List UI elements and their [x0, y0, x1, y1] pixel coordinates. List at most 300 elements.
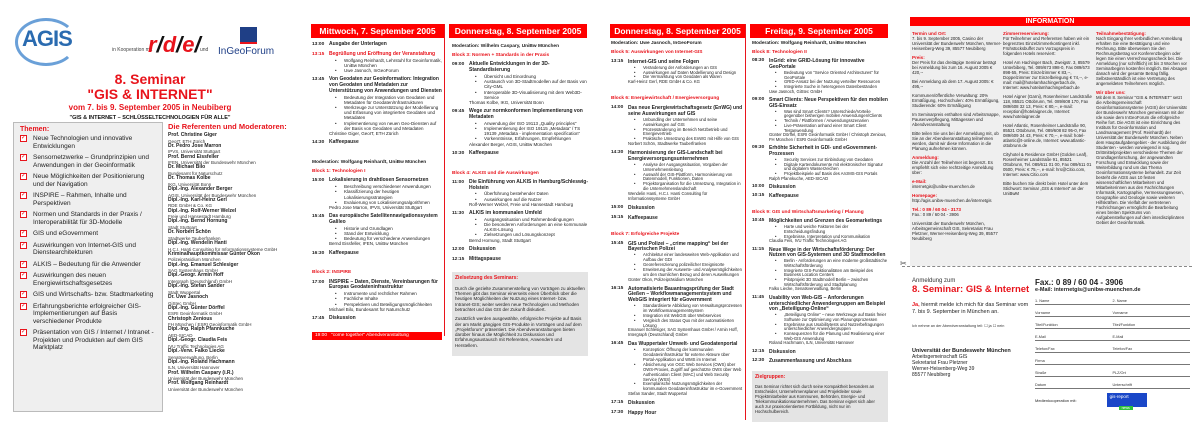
form-field-1[interactable]: E-Mail: [1035, 335, 1046, 339]
event-bullet: • Wolfgang Reinhardt, Lehrstuhl für Geoinformatik, UniBw München: [335, 58, 442, 68]
info-section-heading: Zimmerreservierung:: [1003, 31, 1049, 36]
info-section-text: Universität der Bundeswehr München, Arbeitsgemeinschaft GIS, Sekretariat Frau Pletzner, Werner-Heisenberg-Weg 39, 85577 Neubiberg: [912, 221, 998, 241]
event-title: Kaffeepause: [329, 249, 359, 256]
event-time: 16:15: [611, 285, 624, 291]
form-field-2[interactable]: PLZ/Ort: [1112, 371, 1126, 375]
form-field-1[interactable]: Datum: [1035, 383, 1047, 387]
title-panel: [0, 0, 300, 424]
event-speaker: Uwe Jasnoch, GiStec GmbH: [769, 88, 823, 94]
event-title: ALKIS im kommunalen Umfeld: [469, 210, 542, 217]
event-time: 10:15: [752, 193, 765, 199]
schedule-event: [752, 296, 888, 346]
info-section-text: Nach Eingang Ihrer verbindlichen Anmeldung erhalten Sie eine Bestätigung und eine Rechnung. Bitte überweisen Sie den Rechnungsbetrag vor Konferenzbeginn oder legen Sie einen Verrechnungsscheck bei. Die Anmeldung (nur schriftlich) ist bis 3 Wochen vor Seminarbeginn kostenfrei möglich. Bei Absagen danach wird der gesamte Betrag fällig. Selbstverständlich ist eine Vertretung des angemeldeten Teilnehmers möglich.: [1096, 36, 1188, 86]
event-bullets: [769, 71, 888, 90]
schedule-event: [611, 206, 743, 212]
info-section-text: Hotel Am Hachinger Bach, Zweigstr. 3, 85579 Unterbiberg, Tel. 089/673 898-0, Fax 089/673 898-55, Preis: Einzelzimmer € 83,--, Doppelzimmer zur Einzelbelegung € 74,--, e-mail: mail@hotelamhachingerbach.de, Internet: www.hotelamhachingerbach.de: [1003, 60, 1090, 90]
form-field-1[interactable]: Titel/Funktion: [1035, 323, 1058, 327]
event-body: [628, 106, 743, 147]
event-title: Aktuelle Entwicklungen in der 3D-Standardisierung: [469, 61, 550, 74]
event-bullet: • Digitale Kartendokumente mit elektronischer Signatur und digitalem Wasserzeichen: [775, 163, 888, 172]
event-speaker: Karl-Heinz Gerl, RDE GmbH & Co. KG: [628, 79, 700, 85]
checkbox-checked-icon: ✓: [21, 302, 27, 309]
referent-name: Dr. Pedro Jose Marron: [168, 142, 222, 149]
form-field-row: [1035, 353, 1190, 365]
event-time: 15:45: [312, 214, 325, 220]
schedule-event: [452, 247, 588, 253]
referent-name: Dipl.-Ing. Emanuel Schlesiger: [168, 261, 239, 268]
event-speaker: Claudia Feis, IVU Traffic Technologies AG: [769, 238, 847, 244]
referent-name: Dr. Uwe Jasnoch: [168, 293, 209, 300]
schedule-event: [452, 109, 588, 147]
info-section-text: Hotel Aigner (Garni), Rosenheimer Landstraße 118, 85521 Ottobrunn, Tel. 089/608 170, Fax 089/608 32 13, Preis: € 80,--, e-mail: reception@hotelaigner.de, Internet: www.hotelaigner.de: [1003, 94, 1092, 119]
event-body: [769, 59, 888, 94]
event-speaker: Stefan Sander, Stadt Wuppertal: [628, 391, 687, 397]
event-bullet: • Die besonderen Anforderungen an eine kommunale ALKIS-Lösung: [475, 222, 588, 232]
form-field-2[interactable]: Unterschrift: [1112, 383, 1132, 387]
referent-name: Kriminalhauptkommissar Günter Okon: [168, 250, 260, 257]
event-bullets: [769, 158, 888, 177]
event-time: 11:15: [752, 246, 765, 252]
schedule-event: [312, 140, 442, 146]
day2-heading: Donnerstag, 8. September 2005: [449, 24, 587, 38]
schedule-event: [752, 185, 888, 191]
referent-name: Prof. Wolfgang Reinhardt: [168, 380, 229, 387]
form-field-row: [1035, 365, 1190, 377]
event-body: [628, 287, 743, 339]
event-bullets: [769, 259, 888, 287]
event-body: [329, 316, 442, 322]
themen-item: [20, 261, 156, 269]
checkbox-checked-icon: ✓: [21, 272, 27, 278]
event-time: 13:45: [312, 77, 325, 83]
event-bullet: • Live-Präsentation anhand einer Smart Client Testanwendung: [775, 124, 888, 133]
event-title: Wege zur normkonformen Implementierung von Metadaten: [469, 108, 583, 121]
event-bullet: • Pilotprojekt 3D Stadtmodell Berlin – zwischen Wirtschaftsförderung und Stadtplanung: [775, 278, 888, 287]
block-8-heading: Block 8: Technologien II: [752, 49, 807, 55]
referent-org: Bundesamt für Naturschutz: [168, 170, 223, 176]
info-column-3: [1096, 27, 1188, 229]
form-field-1[interactable]: 1. Name: [1035, 299, 1050, 303]
kooperation-text: in Kooperation mit: [112, 47, 153, 53]
event-bullets: [628, 163, 743, 192]
form-field-1[interactable]: Straße: [1035, 371, 1047, 375]
event-bullet: • Ausgangssituation und Rahmenbedingungen: [475, 217, 588, 222]
event-time: 14:30: [312, 140, 325, 146]
referent-name: Dipl.-Ing. Karl-Heinz Gerl: [168, 196, 227, 203]
info-section-text: Bitte teilen Sie uns bei der Anmeldung mit, ob Sie an der Abendveranstaltung teilnehmen werden, damit wir diese Information in die Planung aufnehmen können.: [912, 131, 999, 151]
schedule-event: [611, 411, 743, 417]
event-time: 11:45: [752, 294, 765, 300]
themen-item: [20, 272, 156, 287]
schedule-event: [452, 211, 588, 243]
form-field-2[interactable]: Titel/Funktion: [1112, 323, 1136, 327]
event-bullet: • Prozessänderung im Bereich Netzbetrieb und Energievertrieb: [634, 128, 743, 138]
event-bullet: • Architektur einer landesweiten Web-Applikation und Aufbau der GDI: [634, 253, 743, 263]
event-title: Kaffeepause: [469, 149, 499, 156]
event-body: [469, 109, 588, 147]
information-heading: INFORMATION: [910, 17, 1190, 26]
zielsetzung-box: [452, 272, 588, 356]
day1-moderation: Moderation: Wolfgang Reinhardt, UniBw München: [312, 160, 427, 166]
referent-name: Dipl.-Ing. Bernd Hornung: [168, 218, 228, 225]
event-bullet: • Auswirkungen auf Daten Modellierung und Design: [634, 71, 743, 76]
info-section-heading: Teilnahmebestätigung:: [1096, 31, 1146, 36]
event-body: [469, 180, 588, 207]
email-address[interactable]: e-Mail: internetgis@unibw-muenchen.de: [1035, 287, 1141, 293]
referent-name: Dipl.-Ing. Roland Hachmann: [168, 358, 235, 365]
themen-box: [13, 122, 163, 412]
event-bullet: • Konsequenzen für die Planung und Realisierung einer Web-GIS Anwendung: [775, 332, 888, 341]
info-section-text: Bitte buchen Sie direkt beim Hotel unter dem Stichwort: Seminar „GIS & Internet“ an der UniBwM: [1003, 181, 1089, 196]
event-bullet: • Unbundling der Unternehmen und seine Auswirkungen auf GIS: [634, 118, 743, 128]
schedule-event: [752, 59, 888, 94]
event-bullet: • Klassifizierung der heutigen Lokalisierungsstrategien: [335, 189, 442, 199]
day2b-moderation: Moderation: Uwe Jasnoch, InGeoForum: [611, 41, 702, 46]
event-bullet: • Was sind Smart Clients? Unterschiede/Vorteile gegenüber bisherigen mobilen Anwendungen/Clients: [775, 110, 888, 119]
event-bullet: • Konzeption: Öffnung der kommunalen Geodateninfrastruktur für externe Akteure über Portal-Applikation und WMS im Internet: [634, 348, 743, 363]
event-title: Neue Wege in der Wirtschaftsförderung: Der Nutzen von GIS-Systemen und 3D Stadtmodellen: [769, 246, 886, 259]
event-speaker: Thomas Kolbe, IKG, Universität Bonn: [469, 100, 544, 106]
referent-org: Universität der Bundeswehr München: [168, 376, 244, 382]
event-time: 15:00: [611, 205, 624, 211]
form-field-row: [1035, 293, 1190, 305]
schedule-event: [312, 178, 442, 210]
event-bullet: • Implementierung von neuen Geo-Diensten auf der Basis von Geodaten und Metadaten: [335, 121, 442, 131]
themen-item-label: Auswirkungen des neuen Energiewirtschaftsgesetzes: [33, 272, 113, 287]
ingeoforum-icon: [240, 27, 257, 44]
day1-schedule: [312, 42, 442, 340]
form-field-1[interactable]: Firma: [1035, 359, 1045, 363]
info-section-heading: Preis:: [912, 55, 925, 60]
form-field-row: [1035, 341, 1190, 353]
event-bullet: • Ergebnisse aus Usabilitytests und Nutzerbefragungen unterschiedlicher Anwendergruppen: [775, 323, 888, 332]
checkbox-checked-icon: ✓: [21, 173, 27, 179]
event-bullet: • Implementierung der ISO 19115 „Metadata“ / TS 19139 „Metadata - implementation specification“: [475, 126, 588, 136]
zielgruppen-heading: Zielgruppen:: [755, 373, 786, 380]
event-title: Kaffeepause: [769, 193, 799, 200]
event-title: Automatisierte Bauantragsprüfung der Stadt Gießen – Workflowmanagementsystem und WebGIS integriert für eGovernment: [628, 285, 734, 304]
block-1-heading: Block 1: Technologien I: [312, 169, 366, 175]
day1-heading: Mittwoch, 7. September 2005: [311, 24, 444, 38]
event-time: 14:30: [611, 150, 624, 156]
event-time: 13:00: [312, 42, 325, 47]
event-time: 17:30: [611, 409, 624, 415]
referent-org: GiStec GmbH: [168, 300, 196, 306]
event-speaker: Günter Dörffel, ESRI Geoinformatik GmbH / Christoph Zenious, FH München / ESRI Geoinformatik GmbH: [769, 132, 887, 142]
event-time: 10:30: [452, 150, 465, 156]
event-time: 10:00: [752, 183, 765, 189]
event-body: [769, 98, 888, 143]
event-speaker: Alexander Berger, AGIS, UniBw München: [469, 141, 553, 147]
info-section-text: Die Anzahl der Teilnehmer ist begrenzt. Es empfiehlt sich eine rechtzeitige Anmeldung über:: [912, 160, 994, 175]
event-bullet: • Bedeutung der Integration von Geodaten und Metadaten für Geodaten/Infrastrukturen: [335, 95, 442, 105]
themen-item: [20, 291, 156, 299]
day2b-heading: Donnerstag, 8. September 2005: [610, 24, 745, 38]
event-bullets: [628, 304, 743, 329]
checkbox-checked-icon: ✓: [21, 241, 27, 248]
event-bullets: [469, 217, 588, 238]
checkbox-checked-icon: ✓: [21, 154, 27, 160]
form-field-row: [1035, 317, 1190, 329]
event-bullets: [628, 348, 743, 392]
block-7-heading: Block 7: Erfolgreiche Projekte: [611, 231, 680, 237]
registration-form-right: [1035, 278, 1190, 410]
event-body: [329, 214, 442, 246]
event-title: Happy Hour: [628, 409, 657, 416]
themen-heading: Themen:: [20, 126, 50, 133]
themen-item-label: Neue Technologien und innovative Entwicklungen: [33, 135, 133, 150]
referent-org: IFEN, Universität der Bundeswehr München: [168, 160, 256, 166]
event-body: [469, 62, 588, 105]
schedule-event: [312, 42, 442, 48]
referent-name: Dipl.-Geogr. Claudia Feis: [168, 337, 228, 344]
schedule-event: [752, 350, 888, 356]
event-bullet: • Georeferenzierung polizeilicher Ereignisorte: [634, 263, 743, 268]
referent-name: Prof. Christine Giger: [168, 132, 217, 138]
event-bullets: [329, 226, 442, 242]
event-title: Erhöhte Sicherheit in GDI- und eGovernment-Prozessen: [769, 145, 878, 158]
schedule-event: [312, 316, 442, 322]
event-time: 14:00: [611, 105, 624, 111]
referent-org: Stadt Stuttgart: [168, 224, 197, 230]
form-field-row: [1035, 329, 1190, 341]
event-bullet: • Austausch von 3D-Stadtmodellen auf der Basis von City-GML: [475, 79, 588, 89]
themen-item: [20, 173, 156, 188]
event-bullet: • Praktische Umsetzung des EnWG mit Hilfe von GIS: [634, 137, 743, 142]
referent-name: Dipl.-Verw. Falko Liecke: [168, 347, 225, 354]
schedule-event: [452, 180, 588, 207]
abend-no-checkbox[interactable]: ☐: [992, 324, 997, 328]
form-field-1[interactable]: Vorname: [1035, 311, 1051, 315]
form-field-2[interactable]: Vorname: [1112, 311, 1128, 315]
event-time: 08:30: [752, 58, 765, 64]
event-bullet: • Vorkenntnisse, Erfahrungen, Empfehlungen: [475, 136, 588, 141]
themen-item-label: Auswirkungen von Internet-GIS und Dienstearchitekturen: [33, 241, 137, 256]
event-body: [469, 257, 588, 263]
event-bullet: • Auswirkungen auf die Nutzer: [475, 197, 588, 202]
checkbox-checked-icon: ✓: [21, 291, 27, 297]
event-bullets: [628, 118, 743, 143]
zielsetzung-text-2: Zusätzlich werden ausgewählte, erfolgreiche Projekte auf Basis der am Markt gängigen GIS-Produkte in Vorträgen und auf dem „Projektforum“ präsentiert. Die Abendveranstaltungen bieten darüber hinaus die Möglichkeit zu Diskussion und Erfahrungsaustausch mit Referenten, Anwendern und Herstellern.: [455, 316, 582, 348]
event-bullet: • Bedeutung für verschiedene Anwendungen: [335, 236, 442, 241]
referent-name: Dr. Michael Bilo: [168, 164, 206, 171]
info-section-heading: Anmeldung:: [912, 155, 939, 160]
info-section-heading: Termin und Ort:: [912, 31, 947, 36]
form-field-2[interactable]: E-Mail: [1112, 335, 1124, 339]
event-title: Das europäische Satellitennavigationssystem Galileo: [329, 213, 438, 226]
event-time: 17:00: [312, 279, 325, 285]
seminar-motto: "GIS & INTERNET – SCHLÜSSELTECHNOLOGIEN FÜR ALLE": [69, 115, 231, 121]
ingeoforum-logo: InGeoForum: [218, 46, 275, 57]
info-section-text: Für Teilnehmer und Referenten haben wir ein begrenztes Einzelzimmerkontingent inkl. Frühstücksbuffet zum Vorzugspreis in folgenden Hotels reserviert:: [1003, 36, 1090, 56]
event-bullet: • Projektbeispiele auf Basis des ArcIMS-GIS Portals: [775, 172, 888, 177]
event-time: 16:30: [312, 250, 325, 256]
referent-name: Dr. Norbert Schön: [168, 229, 211, 236]
info-section-heading: Tel.: 0 89 / 60 04 - 3173: [912, 207, 961, 212]
referent-org: Senatsverwaltung, Berlin: [168, 354, 218, 360]
event-body: [628, 342, 743, 397]
schedule-event: [452, 257, 588, 263]
event-bullet: • Interoperable 3D-Visualisierung mit dem Web3D-Service: [475, 90, 588, 100]
form-field-2[interactable]: Telefon/Fax: [1112, 347, 1133, 351]
event-time: 13:15: [312, 51, 325, 57]
event-title: Internet-GIS und seine Folgen: [628, 58, 700, 65]
event-title: Begrüßung und Eröffnung der Veranstaltung: [329, 50, 436, 57]
schedule-event: [752, 219, 888, 244]
anmeldung-label: Anmeldung zum: [912, 278, 956, 284]
event-bullet: • Instrumente und rechtlicher Rahmen: [335, 291, 442, 296]
info-section-text: Bei Anmeldung ab dem 17. August 2005: € 495,--: [912, 79, 994, 89]
seminar-number: 8. Seminar: [114, 71, 186, 87]
form-field-row: [1035, 377, 1190, 389]
event-body: [329, 42, 442, 48]
event-time: 10:45: [752, 218, 765, 224]
event-bullets: [329, 184, 442, 205]
event-time: 17:15: [611, 400, 624, 406]
schedule-event: [611, 106, 743, 147]
themen-item: [20, 303, 156, 326]
divider: [444, 24, 445, 336]
block-4-heading: Block 4: ALKIS und die Auswirkungen: [452, 170, 539, 176]
event-bullet: • Berlin - Anforderungen an eine moderne großstädtische Wirtschaftsförderung: [775, 259, 888, 268]
info-section-heading: e-Mail:: [912, 179, 927, 184]
referenten-heading: Die Referenten und Moderatoren:: [168, 122, 287, 131]
und-text: und: [200, 47, 209, 53]
referent-name: Dipl.-Ing. Rolf-Werner Welzel: [168, 207, 237, 214]
event-time: 09:45: [452, 109, 465, 115]
fax-number: Fax.: 0 89 / 60 04 - 3906: [1035, 278, 1124, 287]
event-title: Zusammenfassung und Abschluss: [769, 358, 852, 365]
event-body: [329, 140, 442, 146]
event-time: 16:45: [611, 341, 624, 347]
zielsetzung-text-1: Durch die gezielte Zusammenstellung von Vorträgen zu aktuellen Themen gibt das Seminar einerseits einen Überblick über die heutigen Möglichkeiten der Nutzung eines Internet- bzw. Intranet-GIS; weiter werden neue Technologien und Methoden betrachtet und das GIS der Zukunft diskutiert.: [455, 285, 585, 312]
zielsetzung-heading: Zielsetzung des Seminars:: [455, 275, 519, 282]
form-address: Universität der Bundeswehr München Arbeitsgemeinschaft GIS Sekretariat Frau Pletzner Werner-Heisenberg-Weg 39 85577 Neubiberg: [912, 348, 1011, 378]
event-body: [769, 185, 888, 191]
referent-name: Prof. Bernd Eissfeller: [168, 153, 219, 160]
referent-org: Stadt Wuppertal: [168, 289, 201, 295]
info-column-2: [1003, 27, 1093, 200]
event-bullet: • Erweiterung der Auswerte- und Analysemöglichkeiten um den räumlichen Bezug und deren Auswirkungen: [634, 268, 743, 278]
event-bullets: [469, 74, 588, 100]
referenten-list: [168, 122, 298, 392]
event-time: 12:15: [752, 348, 765, 354]
event-title: Diskussion: [769, 348, 796, 355]
info-section-text: Hotel Atlantic, Rosenheimer Landstraße 90, 85521 Ottobrunn, Tel. 089/608 82 95-0, Fax 089/609 34 43, Preis: € 70,--, e-mail: hotel-atlantic@t-online.de, Internet: www.atlantic-ottobrunn.de: [1003, 123, 1087, 148]
event-bullets: [628, 253, 743, 278]
referent-org: Universität der Bundeswehr München: [168, 386, 244, 392]
event-bullet: • Historie und Grundlagen: [335, 226, 442, 231]
event-body: [329, 77, 442, 136]
form-field-1[interactable]: Telefon/Fax: [1035, 347, 1055, 351]
referent-org: GeoIT, ETH Zürich: [168, 138, 206, 144]
info-section-text: Fax.: 0 89 / 60 04 - 3906: [912, 212, 959, 217]
registration-form-left: [912, 278, 1030, 378]
schedule-event: [611, 342, 743, 397]
event-bullet: • Die Vermarktung von Geodaten als Waren: [634, 75, 743, 80]
event-time: 15:00: [312, 178, 325, 184]
block-9-heading: Block 9: GIS und Wirtschaftsmarketing / Planung: [752, 209, 864, 215]
event-title: Smart Clients: Neue Perspektiven für den mobilen GIS-Einsatz: [769, 97, 888, 109]
event-body: [469, 211, 588, 243]
abend-choice: Ich nehme an der Abendveranstaltung teil: ☐ ja ☐ nein: [912, 324, 1005, 328]
event-bullet: • GRID-Ansatz bei der Nutzung verteilter Ressourcen: [775, 80, 888, 85]
schedule-event: [452, 151, 588, 157]
event-speaker: Pedro Jose Marron, IPVS, Universität Stuttgart: [329, 205, 423, 211]
checkbox-checked-icon: ✓: [21, 211, 27, 217]
form-field-2[interactable]: 2. Name: [1112, 299, 1127, 303]
event-body: [628, 206, 743, 212]
event-title: Diskussion: [329, 315, 356, 322]
themen-item-label: INSPIRE – Rahmen, Inhalte und Perspektiven: [33, 192, 127, 207]
schedule-event: [611, 151, 743, 202]
abend-yes-checkbox[interactable]: ☐: [984, 324, 988, 328]
event-bullet: • Ergebnisse, Interpretation und Kommunikation: [775, 235, 888, 240]
referent-name: Christoph Zenious: [168, 315, 213, 322]
event-bullet: • Security Services zur Einbindung von Geodaten: [775, 158, 888, 163]
schedule-event: [752, 146, 888, 181]
schedule-event: [312, 52, 442, 73]
event-body: [769, 248, 888, 293]
referent-org: IKG, Universität Bonn: [168, 181, 212, 187]
event-speaker: Ralph Pfannkuche, AED-SICAD: [769, 175, 829, 181]
event-body: [628, 242, 743, 283]
referent-org: IVU Traffic Technologies AG: [168, 343, 224, 349]
event-body: [769, 219, 888, 244]
referent-org: RDE GmbH & Co. KG: [168, 203, 213, 209]
event-time: 09:00: [452, 62, 465, 68]
info-section-text: internetgis@unibw-muenchen.de: [912, 184, 975, 189]
event-speaker: Bernd Hornung, Stadt Stuttgart: [469, 237, 531, 243]
event-title: Usability von Web-GIS – Anforderungen unterschiedlicher Anwendergruppen am Beispiel von „Beteiligung-Online“: [769, 294, 886, 313]
info-section-heading: Wir über uns:: [1096, 90, 1126, 95]
event-body: [329, 280, 442, 312]
event-title: Mittagspause: [469, 255, 501, 262]
referent-org: SAG Systemhaus GmbH: [168, 268, 218, 274]
checkbox-checked-icon: ✓: [21, 192, 27, 198]
referent-name: Dipl.-Ing. Ralph Pfannkuche: [168, 326, 235, 333]
event-bullets: [469, 121, 588, 142]
event-bullet: • Perspektiven und Beteiligungsmöglichkeiten: [335, 302, 442, 307]
themen-item-label: ALKIS – Bedeutung für die Anwender: [33, 260, 141, 268]
info-column-1: [912, 27, 1002, 245]
event-time: 12:00: [452, 246, 465, 252]
schedule-event: [312, 77, 442, 136]
event-time: 12:15: [452, 256, 465, 262]
event-title: Diskussion: [628, 205, 655, 212]
event-speaker: Emanuel Schlesiger, SAG Systemhaus GmbH / Armin Hoff, Intergraph (Deutschland) GmbH: [628, 327, 738, 338]
info-section-text: Der Preis für das dreitägige Seminar beträgt bei Anmeldung bis zum 16. August 2005 € 420,--: [912, 60, 997, 75]
event-bullet: • Projektorganisation für die Umsetzung, Integration in die Unternehmenslandschaft: [634, 182, 743, 192]
event-body: [769, 194, 888, 200]
ja-statement: Ja, hiermit melde ich mich für das Seminar vom 7. bis 9. September in München an.: [912, 302, 1029, 315]
event-bullet: • Technik / Plattformen / Anwendungsszenarien: [775, 119, 888, 124]
rde-logo: r/d/e/: [148, 32, 201, 57]
info-section-text: 7. bis 9. September 2005, Casino der Universität der Bundeswehr München, Werner-Heisenberg-Weg 39, 85577 Neubiberg: [912, 36, 1002, 51]
event-title: Diskussion: [469, 245, 496, 252]
referent-org: Intergraph (Deutschland) GmbH: [168, 278, 233, 284]
event-bullet: • Übersicht und Einordnung: [475, 74, 588, 79]
event-bullet: • Integration mit WebGIS über Webservices: [634, 314, 743, 319]
logo-row: [0, 12, 300, 67]
event-title: Harmonisierung der GIS-Landschaft bei Energieversorgungsunternehmen: [628, 150, 723, 162]
event-title: Kaffeepause: [329, 139, 359, 146]
event-title: Das Wuppertaler Umwelt- und Geodatenportal: [628, 341, 738, 348]
event-speaker: Bernd Eissfeller, IFEN, UniBw München: [329, 241, 409, 247]
seminar-dates: vom 7. bis 9. September 2005 in Neubiberg: [68, 103, 232, 112]
event-title: Die Einführung von ALKIS in Hamburg/Schleswig-Holstein: [469, 178, 588, 191]
event-time: 11:30: [452, 211, 465, 217]
